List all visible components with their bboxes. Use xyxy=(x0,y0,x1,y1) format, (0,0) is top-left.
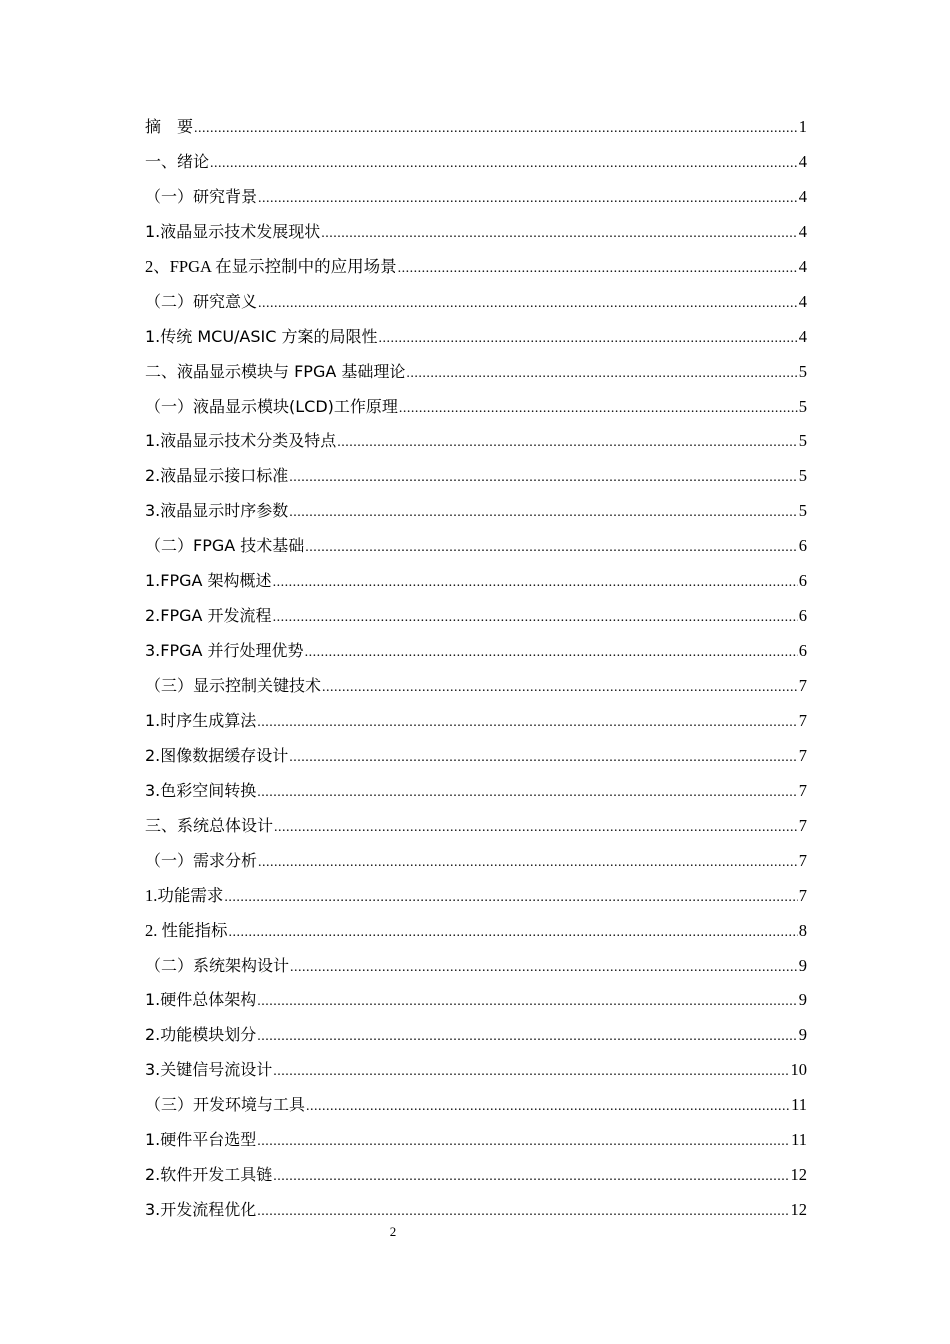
toc-entry-page-number: 6 xyxy=(798,641,807,661)
toc-entry-page-number: 4 xyxy=(798,186,807,206)
toc-dot-leader xyxy=(257,1195,789,1230)
toc-entry-title: 3.开发流程优化 xyxy=(145,1200,257,1220)
toc-entry-title: （二）系统架构设计 xyxy=(145,955,290,975)
toc-entry[interactable] xyxy=(145,983,807,1018)
toc-entry-page-number: 6 xyxy=(798,571,807,591)
toc-entry[interactable] xyxy=(145,809,807,844)
toc-entry[interactable] xyxy=(145,145,807,180)
toc-dot-leader xyxy=(289,461,797,496)
toc-entry[interactable] xyxy=(145,1158,807,1193)
toc-entry[interactable] xyxy=(145,914,807,949)
toc-dot-leader xyxy=(321,217,797,252)
toc-entry-title: 1.液晶显示技术分类及特点 xyxy=(145,431,337,451)
toc-entry[interactable] xyxy=(145,285,807,320)
toc-entry-title: （一）研究背景 xyxy=(145,186,258,206)
toc-entry[interactable] xyxy=(145,390,807,425)
toc-entry[interactable] xyxy=(145,424,807,459)
toc-entry-title: 三、系统总体设计 xyxy=(145,815,274,835)
toc-entry[interactable] xyxy=(145,774,807,809)
toc-entry-title: 摘 要 xyxy=(145,117,194,136)
toc-dot-leader xyxy=(258,287,798,322)
toc-entry-page-number: 5 xyxy=(798,361,807,381)
toc-entry-title: 1.FPGA 架构概述 xyxy=(145,571,272,591)
toc-entry-page-number: 7 xyxy=(798,710,807,730)
toc-entry[interactable] xyxy=(145,180,807,215)
footer-page-number: 2 xyxy=(389,1224,397,1239)
toc-dot-leader xyxy=(257,1125,790,1160)
toc-entry-page-number: 10 xyxy=(790,1060,807,1080)
toc-entry-title: 1.传统 MCU/ASIC 方案的局限性 xyxy=(145,326,378,346)
toc-entry-page-number: 5 xyxy=(798,396,807,416)
toc-entry-page-number: 7 xyxy=(798,850,807,870)
toc-entry-page-number: 6 xyxy=(798,536,807,556)
toc-entry-page-number: 12 xyxy=(790,1200,807,1220)
toc-entry[interactable] xyxy=(145,879,807,914)
toc-dot-leader xyxy=(274,811,798,846)
toc-dot-leader xyxy=(290,951,798,986)
toc-entry-title: （二）研究意义 xyxy=(145,291,258,311)
toc-entry-title: 3.FPGA 并行处理优势 xyxy=(145,641,304,661)
toc-entry-page-number: 7 xyxy=(798,815,807,835)
toc-dot-leader xyxy=(224,881,797,916)
toc-entry-title: 3.液晶显示时序参数 xyxy=(145,501,289,521)
toc-dot-leader xyxy=(305,531,797,566)
toc-entry-title: 1.硬件平台选型 xyxy=(145,1130,257,1150)
toc-dot-leader xyxy=(273,601,798,636)
toc-entry-title: 2.图像数据缓存设计 xyxy=(145,745,289,765)
toc-entry[interactable] xyxy=(145,1018,807,1053)
toc-entry-page-number: 9 xyxy=(798,1025,807,1045)
toc-entry-page-number: 7 xyxy=(798,885,807,905)
toc-entry-title: 2、FPGA 在显示控制中的应用场景 xyxy=(145,256,397,276)
toc-entry-page-number: 8 xyxy=(798,920,807,940)
toc-dot-leader xyxy=(273,1055,789,1090)
toc-entry[interactable] xyxy=(145,494,807,529)
toc-entry-page-number: 1 xyxy=(798,117,807,136)
toc-entry[interactable] xyxy=(145,704,807,739)
toc-entry-title: 1.时序生成算法 xyxy=(145,710,257,730)
toc-entry[interactable] xyxy=(145,459,807,494)
toc-entry-title: 1.硬件总体架构 xyxy=(145,990,257,1010)
toc-entry-title: 2.液晶显示接口标准 xyxy=(145,466,289,486)
toc-dot-leader xyxy=(229,916,798,951)
toc-dot-leader xyxy=(289,496,797,531)
toc-entry-page-number: 4 xyxy=(798,151,807,171)
toc-entry-title: （二）FPGA 技术基础 xyxy=(145,536,305,556)
table-of-contents xyxy=(145,110,807,1228)
toc-entry-title: 2.FPGA 开发流程 xyxy=(145,606,272,626)
toc-entry-title: 2.软件开发工具链 xyxy=(145,1165,273,1185)
toc-entry[interactable] xyxy=(145,1123,807,1158)
toc-entry-page-number: 5 xyxy=(798,501,807,521)
toc-dot-leader xyxy=(406,357,797,392)
toc-entry-page-number: 6 xyxy=(798,606,807,626)
toc-entry-page-number: 4 xyxy=(798,291,807,311)
toc-entry-page-number: 7 xyxy=(798,780,807,800)
toc-entry-page-number: 4 xyxy=(798,326,807,346)
toc-entry[interactable] xyxy=(145,669,807,704)
toc-dot-leader xyxy=(305,636,798,671)
toc-entry-title: 3.关键信号流设计 xyxy=(145,1060,273,1080)
toc-dot-leader xyxy=(258,846,798,881)
toc-entry[interactable] xyxy=(145,355,807,390)
toc-entry-page-number: 5 xyxy=(798,431,807,451)
toc-dot-leader xyxy=(258,182,798,217)
toc-entry[interactable] xyxy=(145,250,807,285)
toc-entry[interactable] xyxy=(145,844,807,879)
toc-entry[interactable] xyxy=(145,739,807,774)
toc-entry-page-number: 12 xyxy=(790,1165,807,1185)
toc-entry-title: （一）需求分析 xyxy=(145,850,258,870)
toc-dot-leader xyxy=(257,706,797,741)
toc-dot-leader xyxy=(257,776,797,811)
toc-entry[interactable] xyxy=(145,599,807,634)
toc-entry-title: 2. 性能指标 xyxy=(145,920,228,940)
toc-entry[interactable] xyxy=(145,1088,807,1123)
toc-entry-title: 1.功能需求 xyxy=(145,885,224,905)
toc-dot-leader xyxy=(398,252,798,287)
toc-entry-page-number: 7 xyxy=(798,676,807,695)
toc-dot-leader xyxy=(337,426,797,461)
toc-entry[interactable] xyxy=(145,949,807,984)
toc-dot-leader xyxy=(379,322,798,357)
toc-entry[interactable] xyxy=(145,1053,807,1088)
toc-dot-leader xyxy=(257,1020,797,1055)
toc-entry[interactable] xyxy=(145,634,807,669)
toc-dot-leader xyxy=(194,112,798,147)
toc-entry-title: 2.功能模块划分 xyxy=(145,1025,257,1045)
toc-entry[interactable] xyxy=(145,215,807,250)
toc-entry-page-number: 4 xyxy=(798,256,807,276)
toc-entry-page-number: 11 xyxy=(791,1130,807,1150)
toc-entry-page-number: 9 xyxy=(798,955,807,975)
toc-entry-title: 3.色彩空间转换 xyxy=(145,780,257,800)
toc-entry-title: （一）液晶显示模块(LCD)工作原理 xyxy=(145,396,398,416)
toc-dot-leader xyxy=(210,147,798,182)
toc-entry-page-number: 5 xyxy=(798,466,807,486)
toc-entry[interactable] xyxy=(145,529,807,564)
toc-dot-leader xyxy=(289,741,797,776)
toc-entry-title: （三）显示控制关键技术 xyxy=(145,676,322,695)
toc-entry-page-number: 4 xyxy=(798,221,807,241)
toc-entry[interactable] xyxy=(145,1193,807,1228)
toc-entry[interactable] xyxy=(145,564,807,599)
toc-entry[interactable] xyxy=(145,320,807,355)
toc-dot-leader xyxy=(257,985,797,1020)
toc-dot-leader xyxy=(322,671,798,706)
toc-entry-title: 1.液晶显示技术发展现状 xyxy=(145,221,321,241)
toc-entry-title: 二、液晶显示模块与 FPGA 基础理论 xyxy=(145,361,406,381)
toc-dot-leader xyxy=(273,566,798,601)
toc-entry-title: （三）开发环境与工具 xyxy=(145,1095,306,1115)
toc-entry-page-number: 11 xyxy=(791,1095,807,1115)
toc-entry-page-number: 9 xyxy=(798,990,807,1010)
toc-entry[interactable] xyxy=(145,110,807,145)
toc-dot-leader xyxy=(273,1160,789,1195)
toc-entry-page-number: 7 xyxy=(798,745,807,765)
toc-dot-leader xyxy=(399,392,798,427)
toc-entry-title: 一、绪论 xyxy=(145,151,210,171)
toc-dot-leader xyxy=(306,1090,790,1125)
